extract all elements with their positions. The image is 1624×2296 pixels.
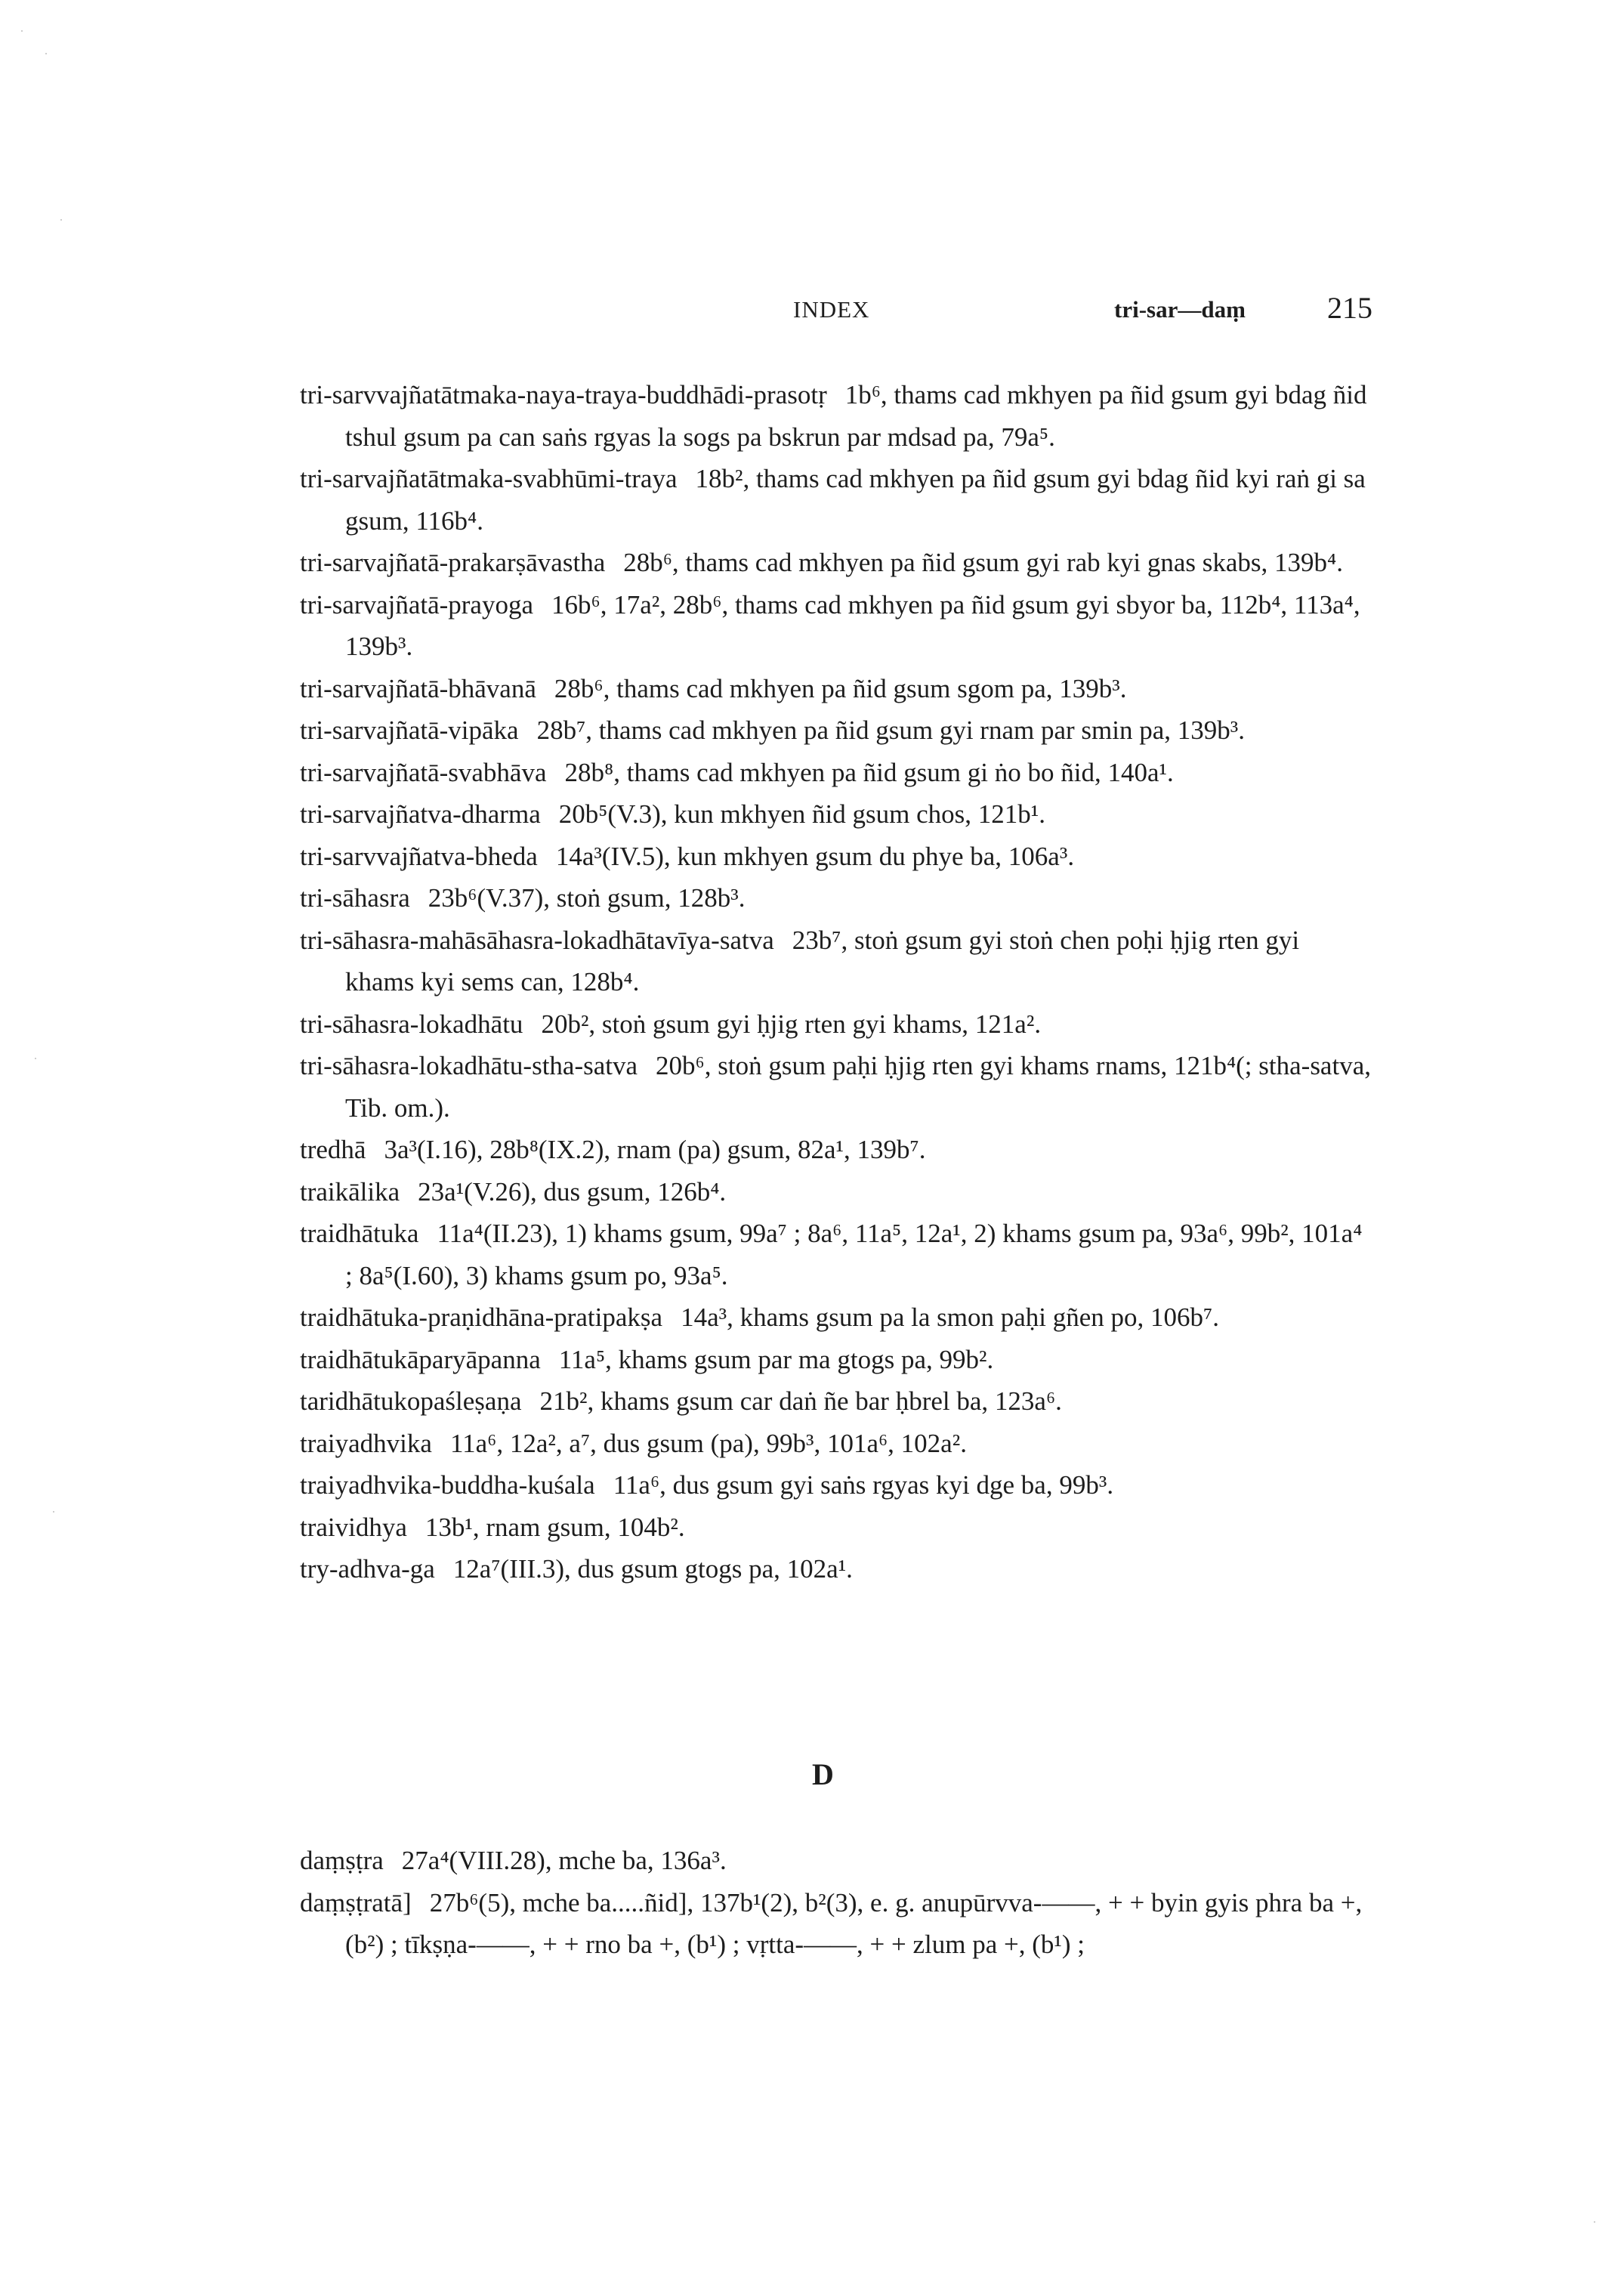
page-header (0, 291, 1624, 334)
entry-headword: traidhātuka-praṇidhāna-pratipakṣa (300, 1303, 663, 1332)
index-entry (300, 1296, 1372, 1339)
entry-headword: tri-sāhasra (300, 883, 410, 913)
entry-references: 21b², khams gsum car daṅ ñe bar ḥbrel ba, 123a⁶. (539, 1386, 1062, 1416)
entry-references: 28b⁸, thams cad mkhyen pa ñid gsum gi ṅo bo ñid, 140a¹. (564, 757, 1174, 787)
entry-references: 28b⁶, thams cad mkhyen pa ñid gsum gyi rab kyi gnas skabs, 139b⁴. (623, 548, 1343, 577)
index-entry (300, 1548, 1372, 1590)
index-entry (300, 668, 1372, 710)
index-entry (300, 374, 1372, 458)
entry-headword: tri-sāhasra-lokadhātu (300, 1009, 523, 1039)
index-entry (300, 1003, 1372, 1046)
entry-headword: tri-sarvajñatātmaka-svabhūmi-traya (300, 464, 678, 493)
index-entry (300, 1129, 1372, 1171)
index-entry (300, 584, 1372, 668)
entry-references: 16b⁶, 17a², 28b⁶, thams cad mkhyen pa ñid gsum gyi sbyor ba, 112b⁴, 113a⁴, 139b³. (345, 589, 1360, 661)
entry-references: 23a¹(V.26), dus gsum, 126b⁴. (418, 1176, 727, 1207)
entry-references: 20b⁵(V.3), kun mkhyen ñid gsum chos, 121b¹. (558, 799, 1045, 829)
entry-references: 18b², thams cad mkhyen pa ñid gsum gyi bdag ñid kyi raṅ gi sa gsum, 116b⁴. (345, 464, 1366, 536)
index-entry (300, 1171, 1372, 1213)
index-entry (300, 1339, 1372, 1381)
index-entry (300, 458, 1372, 542)
entry-headword: try-adhva-ga (300, 1554, 435, 1584)
index-entry (300, 1506, 1372, 1549)
page-number: 215 (1327, 291, 1372, 325)
entry-headword: traidhātukāparyāpanna (300, 1344, 541, 1374)
index-entry (300, 709, 1372, 752)
entry-references: 20b⁶, stoṅ gsum paḥi ḥjig rten gyi khams rnams, 121b⁴(; stha-satva, Tib. om.). (345, 1051, 1371, 1123)
entry-headword: tredhā (300, 1135, 366, 1164)
entry-headword: tri-sarvajñatā-prakarṣāvastha (300, 548, 606, 577)
index-entry (300, 1213, 1372, 1296)
entry-references: 27a⁴(VIII.28), mche ba, 136a³. (401, 1846, 727, 1875)
entry-references: 11a⁴(II.23), 1) khams gsum, 99a⁷ ; 8a⁶, 11a⁵, 12a¹, 2) khams gsum pa, 93a⁶, 99b², 101a⁴ ; 8a⁵(I.60), 3) khams gsum po, 93a⁵. (345, 1219, 1363, 1290)
index-entry (300, 1882, 1372, 1966)
entry-references: 23b⁶(V.37), stoṅ gsum, 128b³. (428, 883, 746, 913)
index-entries-t (300, 374, 1372, 1590)
entry-references: 27b⁶(5), mche ba.....ñid], 137b¹(2), b²(3), e. g. anupūrvva-——, + + byin gyis phra ba +, (b²) ; tīkṣṇa-——, + + rno ba +, (b¹) ; vṛtta-——, + + zlum pa +, (b¹) ; (345, 1887, 1363, 1959)
entry-references: 28b⁶, thams cad mkhyen pa ñid gsum sgom pa, 139b³. (554, 673, 1127, 703)
entry-headword: tri-sarvajñatā-vipāka (300, 715, 519, 745)
entry-references: 12a⁷(III.3), dus gsum gtogs pa, 102a¹. (452, 1554, 853, 1584)
entry-headword: tri-sarvvajñatātmaka-naya-traya-buddhādi-prasotṛ (300, 380, 827, 409)
entry-headword: daṃṣṭra (300, 1846, 384, 1875)
index-entry (300, 793, 1372, 836)
entry-references: 28b⁷, thams cad mkhyen pa ñid gsum gyi rnam par smin pa, 139b³. (536, 715, 1245, 745)
index-entries-d (300, 1840, 1372, 1966)
entry-headword: traikālika (300, 1176, 400, 1207)
index-entry (300, 1045, 1372, 1129)
entry-references: 3a³(I.16), 28b⁸(IX.2), rnam (pa) gsum, 82a¹, 139b⁷. (384, 1135, 926, 1164)
entry-headword: tri-sāhasra-mahāsāhasra-lokadhātavīya-satva (300, 925, 774, 955)
entry-headword: tri-sarvajñatā-prayoga (300, 589, 534, 620)
entry-headword: traidhātuka (300, 1219, 419, 1248)
entry-references: 20b², stoṅ gsum gyi ḥjig rten gyi khams, 121a². (541, 1009, 1042, 1039)
scan-speck (21, 30, 23, 32)
entry-references: 1b⁶, thams cad mkhyen pa ñid gsum gyi bdag ñid tshul gsum pa can saṅs rgyas la sogs pa bskrun par mdsad pa, 79a⁵. (345, 380, 1367, 452)
entry-headword: tri-sarvajñatva-dharma (300, 799, 541, 829)
index-entry (300, 1380, 1372, 1423)
entry-references: 14a³(IV.5), kun mkhyen gsum du phye ba, 106a³. (555, 841, 1075, 871)
index-entry (300, 877, 1372, 919)
entry-headword: tri-sarvajñatā-svabhāva (300, 757, 547, 787)
entry-headword: traiyadhvika-buddha-kuśala (300, 1470, 595, 1500)
index-entry (300, 542, 1372, 584)
entry-references: 13b¹, rnam gsum, 104b². (425, 1512, 685, 1542)
index-entry (300, 1464, 1372, 1506)
section-heading-d: D (812, 1757, 834, 1791)
scan-speck (60, 219, 62, 221)
entry-headword: tri-sāhasra-lokadhātu-stha-satva (300, 1051, 638, 1080)
entry-headword: daṃṣṭratā] (300, 1887, 412, 1917)
index-entry (300, 1423, 1372, 1465)
index-entry (300, 1840, 1372, 1882)
index-entry (300, 752, 1372, 794)
entry-references: 14a³, khams gsum pa la smon paḥi gñen po, 106b⁷. (681, 1303, 1219, 1332)
entry-headword: tri-sarvvajñatva-bheda (300, 841, 538, 871)
entry-references: 11a⁶, 12a², a⁷, dus gsum (pa), 99b³, 101a⁶, 102a². (449, 1428, 967, 1458)
running-head-title: INDEX (793, 296, 870, 323)
index-entry (300, 836, 1372, 878)
entry-headword: traiyadhvika (300, 1428, 432, 1458)
scan-speck (1594, 2221, 1595, 2223)
index-entry (300, 919, 1372, 1003)
scan-speck (53, 1511, 54, 1513)
scan-speck (45, 53, 47, 54)
scan-speck (35, 1058, 36, 1059)
entry-headword: traividhya (300, 1512, 407, 1542)
entry-references: 11a⁶, dus gsum gyi saṅs rgyas kyi dge ba, 99b³. (613, 1470, 1114, 1500)
entry-references: 11a⁵, khams gsum par ma gtogs pa, 99b². (558, 1344, 994, 1374)
entry-headword: tri-sarvajñatā-bhāvanā (300, 673, 536, 703)
running-head-range: tri-sar—daṃ (1114, 296, 1246, 323)
entry-headword: taridhātukopaśleṣaṇa (300, 1386, 522, 1416)
entry-references: 23b⁷, stoṅ gsum gyi stoṅ chen poḥi ḥjig rten gyi khams kyi sems can, 128b⁴. (345, 925, 1300, 997)
